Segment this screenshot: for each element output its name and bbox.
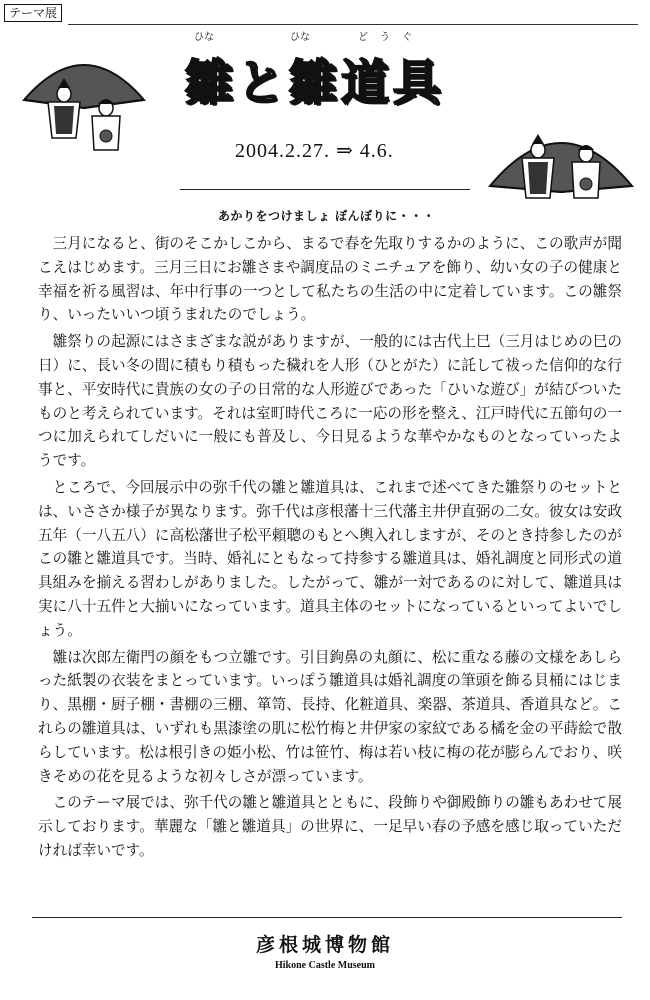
- ruby-hina-1: ひな: [194, 32, 214, 43]
- title-divider: [180, 189, 470, 190]
- paragraph-3: ところで、今回展示中の弥千代の雛と雛道具は、これまで述べてきた雛祭りのセットとは、いささか様子が異なります。弥千代は彦根藩十三代藩主井伊直弼の二女。彼女は安政五年（一八五八）に高松藩世子松平頼聰のもとへ輿入れしますが、そのとき持参したのがこの雛と雛道具です。当時、婚礼にともなって持参する雛道具は、婚礼調度と同形式の道具組みを揃える習わしがありました。したがって、雛が一対であるのに対して、雛道具は実に八十五件と大揃いになっています。道具主体のセットになっているといってよいでしょう。: [38, 478, 622, 639]
- museum-name-english: Hikone Castle Museum: [275, 960, 375, 971]
- paragraph-5: このテーマ展では、弥千代の雛と雛道具とともに、段飾りや御殿飾りの雛もあわせて展示しております。華麗な「雛と雛道具」の世界に、一足早い春の予感を感じ取っていただければ幸いです。: [38, 794, 622, 859]
- ruby-hina-2: ひな: [290, 32, 310, 43]
- museum-name-japanese: 彦根城博物館: [255, 934, 394, 956]
- exhibition-dates: 2004.2.27. ⇒ 4.6.: [235, 140, 394, 162]
- bottom-divider: [32, 917, 622, 918]
- top-divider: [68, 24, 638, 25]
- ruby-dougu: どうぐ: [358, 32, 424, 43]
- subtitle: あかりをつけましょ ぼんぼりに・・・: [218, 209, 436, 223]
- paragraph-4: 雛は次郎左衛門の顔をもつ立雛です。引目鉤鼻の丸顔に、松に重なる藤の文様をあしらった紙製の衣装をまとっています。いっぽう雛道具は婚礼調度の筆頭を飾る貝桶にはじまり、黒棚・厨子棚・書棚の三棚、箪笥、長持、化粧道具、楽器、茶道具、香道具など。これらの雛道具は、いずれも黒漆塗の肌に松竹梅と井伊家の家紋である橘を金の平蒔絵で散らしています。松は根引きの姫小松、竹は笹竹、梅は若い枝に梅の花が膨らんでおり、咲きそめの花を見るような初々しさが漂っています。: [38, 648, 622, 785]
- article-body: [38, 232, 622, 866]
- paragraph-1: 三月になると、街のそこかしこから、まるで春を先取りするかのように、この歌声が聞こえはじめます。三月三日にお雛さまや調度品のミニチュアを飾り、幼い女の子の健康と幸福を祈る風習は、年中行事の一つとして私たちの生活の中に定着しています。この雛祭り、いったいいつ頃うまれたのでしょう。: [38, 235, 622, 324]
- title-ruby: [170, 28, 490, 44]
- page-title: 雛と雛道具: [185, 55, 446, 111]
- hina-fan-illustration-right: [486, 106, 636, 204]
- exhibition-type-label: テーマ展: [4, 4, 62, 22]
- paragraph-2: 雛祭りの起源にはさまざまな説がありますが、一般的には古代上巳（三月はじめの巳の日）に、長い冬の間に積もり積もった穢れを人形（ひとがた）に託して祓った信仰的な行事と、平安時代に貴族の女の子の日常的な人形遊びであった「ひいな遊び」が結びついたものと考えられています。それは室町時代ころに一応の形を整え、江戸時代に五節句の一つに加えられてしだいに一般にも普及し、今日見るような華やかなものとなっていったようです。: [38, 333, 622, 470]
- hina-fan-illustration-left: [14, 38, 154, 156]
